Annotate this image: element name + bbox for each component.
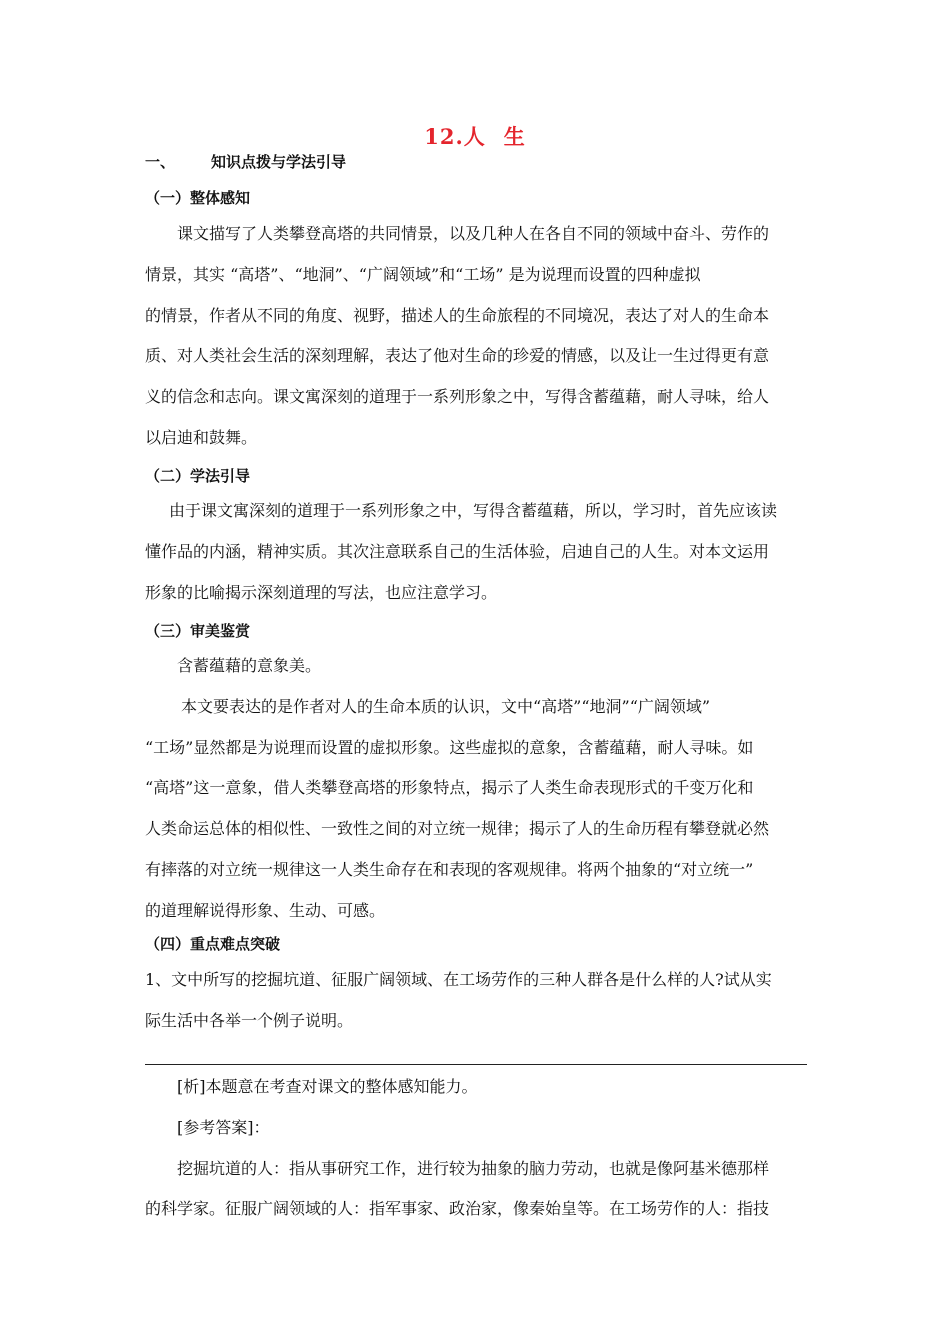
text-line: 义的信念和志向。课文寓深刻的道理于一系列形象之中，写得含蓄蕴藉，耐人寻味，给人 bbox=[145, 387, 770, 407]
text-line: 有摔落的对立统一规律这一人类生命存在和表现的客观规律。将两个抽象的“对立统一” bbox=[145, 859, 754, 879]
analysis-line: [析]本题意在考查对课文的整体感知能力。 bbox=[177, 1077, 478, 1096]
paragraph-study-method bbox=[145, 491, 807, 613]
answer-block bbox=[145, 1067, 807, 1230]
text-line: 含蓄蕴藉的意象美。 bbox=[177, 656, 322, 675]
paragraph-overall-perception bbox=[145, 214, 807, 459]
text-line: 课文描写了人类攀登高塔的共同情景，以及几种人在各自不同的领域中奋斗、劳作的 bbox=[177, 224, 770, 243]
subsection-heading-method: （二）学法引导 bbox=[145, 467, 251, 485]
text-line: 际生活中各举一个例子说明。 bbox=[145, 1010, 354, 1030]
text-line: 的道理解说得形象、生动、可感。 bbox=[145, 900, 386, 920]
lesson-number: 12. bbox=[424, 124, 464, 149]
text-line: 人类命运总体的相似性、一致性之间的对立统一规律；揭示了人的生命历程有攀登就必然 bbox=[145, 819, 770, 839]
text-line: 质、对人类社会生活的深刻理解，表达了他对生命的珍爱的情感，以及让一生过得更有意 bbox=[145, 346, 770, 366]
text-line: 形象的比喻揭示深刻道理的写法，也应注意学习。 bbox=[145, 582, 498, 602]
text-line: 由于课文寓深刻的道理于一系列形象之中，写得含蓄蕴藉，所以，学习时，首先应该读 bbox=[169, 501, 778, 520]
text-line: “工场”显然都是为说理而设置的虚拟形象。这些虚拟的意象，含蓄蕴藉，耐人寻味。如 bbox=[145, 737, 754, 757]
text-line: 的情景，作者从不同的角度、视野，描述人的生命旅程的不同境况，表达了对人的生命本 bbox=[145, 305, 770, 325]
section-heading-1 bbox=[145, 151, 346, 173]
text-line: “高塔”这一意象，借人类攀登高塔的形象特点，揭示了人类生命表现形式的千变万化和 bbox=[145, 778, 754, 798]
subsection-heading-aesthetic: （三）审美鉴赏 bbox=[145, 622, 251, 640]
section-label: 知识点拨与学法引导 bbox=[211, 153, 347, 171]
subsection-heading-overall: （一）整体感知 bbox=[145, 189, 251, 207]
subsection-heading-key-points: （四）重点难点突破 bbox=[145, 935, 281, 953]
question-1 bbox=[145, 960, 807, 1042]
text-line: 本文要表达的是作者对人的生命本质的认识，文中“高塔”“地洞”“广阔领域” bbox=[181, 696, 711, 716]
text-line: 懂作品的内涵，精神实质。其次注意联系自己的生活体验，启迪自己的人生。对本文运用 bbox=[145, 541, 770, 561]
lesson-title-word-2: 生 bbox=[503, 124, 526, 149]
paragraph-aesthetic bbox=[145, 646, 807, 932]
text-line: 挖掘坑道的人：指从事研究工作，进行较为抽象的脑力劳动，也就是像阿基米德那样 bbox=[177, 1158, 770, 1178]
text-line: 的科学家。征服广阔领域的人：指军事家、政治家，像秦始皇等。在工场劳作的人：指技 bbox=[145, 1199, 770, 1219]
section-number: 一、 bbox=[145, 153, 176, 171]
text-line: 1、文中所写的挖掘坑道、征服广阔领域、在工场劳作的三种人群各是什么样的人?试从实 bbox=[145, 970, 772, 989]
reference-answer-label: [参考答案]： bbox=[177, 1117, 270, 1137]
lesson-title-word-1: 人 bbox=[463, 124, 486, 149]
divider-line bbox=[145, 1064, 807, 1065]
text-line: 情景，其实 “高塔”、“地洞”、“广阔领域”和“工场” 是为说理而设置的四种虚拟 bbox=[145, 264, 701, 284]
lesson-title bbox=[0, 122, 950, 152]
text-line: 以启迪和鼓舞。 bbox=[145, 427, 258, 447]
